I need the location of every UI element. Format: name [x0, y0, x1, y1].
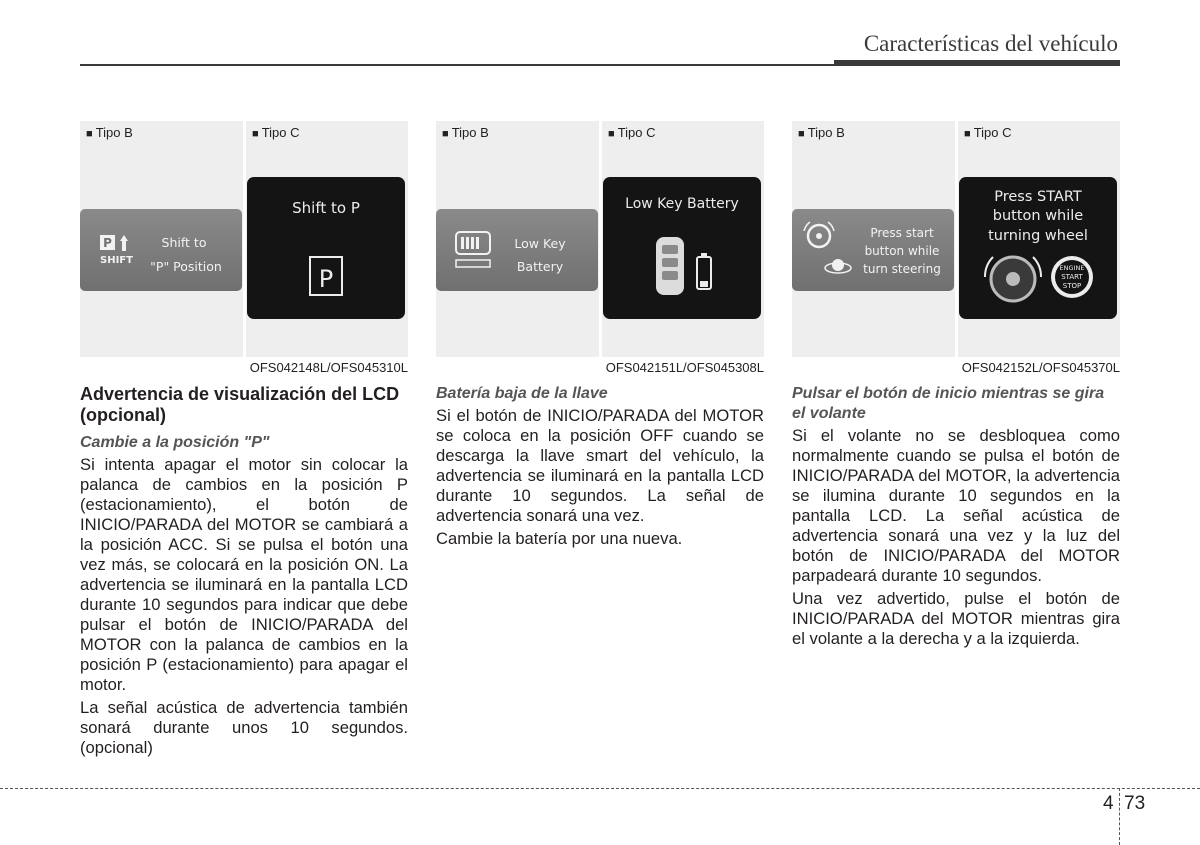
svg-text:SHIFT: SHIFT [100, 255, 133, 266]
body-paragraph: Si el volante no se desbloquea como normalmente cuando se pulsa el botón de INICIO/PARADA del MOTOR, la advertencia se ilumina durante 10 segundos en la pantalla LCD. La señal acústica de advertencia sonará una vez y la luz del botón de INICIO/PARADA del MOTOR parpadeará durante 10 segundos. [792, 426, 1120, 585]
svg-text:Press START: Press START [994, 189, 1082, 205]
lcd-type-b-low-key-battery [436, 209, 598, 291]
svg-text:button while: button while [864, 244, 940, 258]
svg-text:turning wheel: turning wheel [988, 228, 1088, 244]
lcd-type-b-shift-to-p [80, 209, 242, 291]
svg-text:START: START [1061, 273, 1083, 281]
chapter-number: 4 [1103, 793, 1114, 814]
body-paragraph: Cambie la batería por una nueva. [436, 529, 683, 548]
figure-tag-type-c: ■ Tipo C [964, 125, 1012, 140]
body-paragraph: Si el botón de INICIO/PARADA del MOTOR se coloca en la posición OFF cuando se descarga la llave smart del vehículo, la advertencia se iluminará en la pantalla LCD durante 10 segundos. La señal de advertencia sonará una vez. [436, 406, 764, 525]
running-header-title: Características del vehículo [863, 31, 1118, 56]
footer-dashed-rule [0, 788, 1200, 789]
column-lcd-warning [80, 384, 408, 761]
body-paragraph: Una vez advertido, pulse el botón de INICIO/PARADA del MOTOR mientras gira el volante a la derecha y a la izquierda. [792, 589, 1120, 648]
key-battery-icon [436, 209, 598, 291]
lcd-type-c-graphic [247, 177, 405, 319]
svg-text:STOP: STOP [1062, 282, 1082, 290]
svg-text:Shift to P: Shift to P [292, 199, 360, 217]
figure-low-key-battery [436, 121, 764, 375]
figure-tag-type-b: ■ Tipo B [798, 125, 845, 140]
lcd-type-c-low-key-battery [603, 177, 761, 319]
figure-press-start [792, 121, 1120, 375]
svg-text:button while: button while [992, 208, 1084, 224]
column-press-start [792, 384, 1120, 652]
lcd-type-c-press-start [959, 177, 1117, 319]
svg-text:Low Key: Low Key [514, 236, 566, 251]
steering-wheel-icon [792, 209, 954, 291]
header-rule [80, 64, 1120, 66]
svg-text:"P" Position: "P" Position [150, 259, 222, 274]
subsection-heading: Pulsar el botón de inicio mientras se gira el volante [792, 385, 1105, 422]
svg-text:Low Key Battery: Low Key Battery [625, 196, 739, 212]
figure-tag-type-b: ■ Tipo B [442, 125, 489, 140]
figure-code: OFS042152L/OFS045370L [961, 360, 1120, 375]
svg-text:turn steering: turn steering [863, 262, 941, 276]
engine-start-button-icon [959, 177, 1117, 319]
figure-tag-type-c: ■ Tipo C [252, 125, 300, 140]
section-heading: Advertencia de visualización del LCD (opcional) [80, 384, 400, 425]
body-paragraph: La señal acústica de advertencia también sonará durante unos 10 segundos. (opcional) [80, 698, 408, 757]
svg-text:P: P [318, 265, 334, 293]
subsection-heading: Batería baja de la llave [436, 385, 608, 402]
svg-text:Shift to: Shift to [161, 235, 207, 250]
footer-dashed-divider [1119, 788, 1120, 845]
svg-text:ENGINE: ENGINE [1059, 264, 1085, 272]
svg-text:Battery: Battery [516, 259, 564, 274]
figure-code: OFS042151L/OFS045308L [605, 360, 764, 375]
lcd-type-c-shift-to-p [247, 177, 405, 319]
figure-shift-to-p [80, 121, 408, 375]
svg-text:Press start: Press start [870, 226, 934, 240]
figure-code: OFS042148L/OFS045310L [249, 360, 408, 375]
subsection-heading: Cambie a la posición "P" [80, 434, 270, 451]
figure-tag-type-b: ■ Tipo B [86, 125, 133, 140]
column-low-key-battery [436, 384, 764, 552]
lcd-type-b-press-start [792, 209, 954, 291]
svg-text:P: P [103, 236, 112, 250]
shift-p-icon [80, 209, 242, 291]
body-paragraph: Si intenta apagar el motor sin colocar la palanca de cambios en la posición P (estacionamiento), el botón de INICIO/PARADA del MOTOR se cambiará a la posición ACC. Si se pulsa el botón una vez más, se colocará en la posición ON. La advertencia se iluminará en la pantalla LCD durante 10 segundos para indicar que debe pulsar el botón de INICIO/PARADA del MOTOR con la palanca de cambios en la posición P (estacionamiento) para apagar el motor. [80, 455, 408, 694]
figure-tag-type-c: ■ Tipo C [608, 125, 656, 140]
smart-key-battery-icon [603, 177, 761, 319]
page-number: 73 [1124, 793, 1146, 814]
